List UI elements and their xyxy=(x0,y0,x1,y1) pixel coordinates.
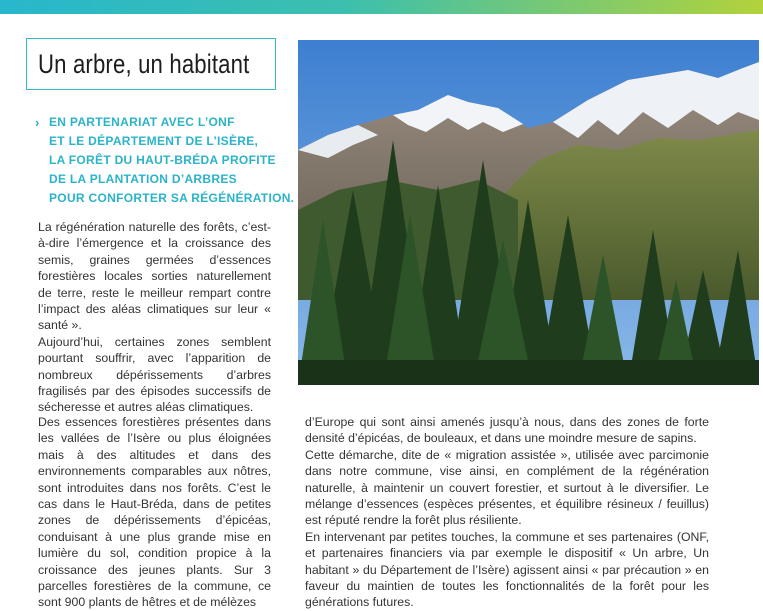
intro-lead xyxy=(35,113,295,208)
paragraph: Cette démarche, dite de « migration assistée », utilisée avec parcimonie dans notre commune, vise ainsi, en complément de la régénération naturelle, à maintenir un couvert forestier, et surtout à le diversifier. Le mélange d’essences (espèces présentes, et équilibre résineux / feuillus) est réputé rendre la forêt plus résiliente. xyxy=(305,447,709,528)
intro-line: POUR CONFORTER SA RÉGÉNÉRATION. xyxy=(49,191,295,205)
title-box xyxy=(26,38,276,90)
paragraph: La régénération naturelle des forêts, c’est-à-dire l’émergence et la croissance des semis, graines germées d’essences forestières locales sorties naturellement de terre, reste le meilleur rempart contre l’impact des aléas climatiques sur leur « santé ». xyxy=(38,220,271,333)
intro-line: DE LA PLANTATION D’ARBRES xyxy=(49,172,237,186)
mountain-forest-photo xyxy=(298,40,759,385)
paragraph: En intervenant par petites touches, la commune et ses partenaires (ONF, et partenaires financiers via par exemple le dispositif « Un arbre, Un habitant » du Département de l’Isère) agissent ainsi « par précaution » en faveur du maintien de toutes les fonctionnalités de la forêt pour les générations futures. xyxy=(305,529,709,610)
mountain-forest-illustration xyxy=(298,40,759,385)
intro-line: ET LE DÉPARTEMENT DE L’ISÈRE, xyxy=(49,134,259,148)
paragraph: Aujourd’hui, certaines zones semblent pourtant souffrir, avec l’apparition de nombreux dépérissements d’arbres fragilisés par des épisodes successifs de sécheresse et autres aléas climatiques. xyxy=(38,334,271,415)
paragraph: Des essences forestières présentes dans les vallées de l’Isère ou plus éloignées mais à des altitudes et dans des environnements comparables aux nôtres, sont introduites dans nos forêts. C’est le cas dans le Haut-Bréda, dans de petites zones de dépérissements d’épicéas, conduisant à une plus grande mise en lumière du sol, condition propice à la croissance des jeunes plants. Sur 3 parcelles forestières de la commune, ce sont 900 plants de hêtres et de mélèzes xyxy=(38,415,271,610)
intro-line: EN PARTENARIAT AVEC L’ONF xyxy=(49,115,235,129)
right-column xyxy=(305,414,709,611)
chevron-right-icon: › xyxy=(35,115,40,130)
intro-line: LA FORÊT DU HAUT-BRÉDA PROFITE xyxy=(49,153,276,167)
page-title: Un arbre, un habitant xyxy=(38,48,250,79)
top-gradient-band xyxy=(0,0,763,14)
left-column-top xyxy=(38,219,271,416)
paragraph: d’Europe qui sont ainsi amenés jusqu’à nous, dans des zones de forte densité d’épicéas, de bouleaux, et dans une moindre mesure de sapins. xyxy=(305,415,709,446)
left-column-bottom xyxy=(38,414,271,611)
